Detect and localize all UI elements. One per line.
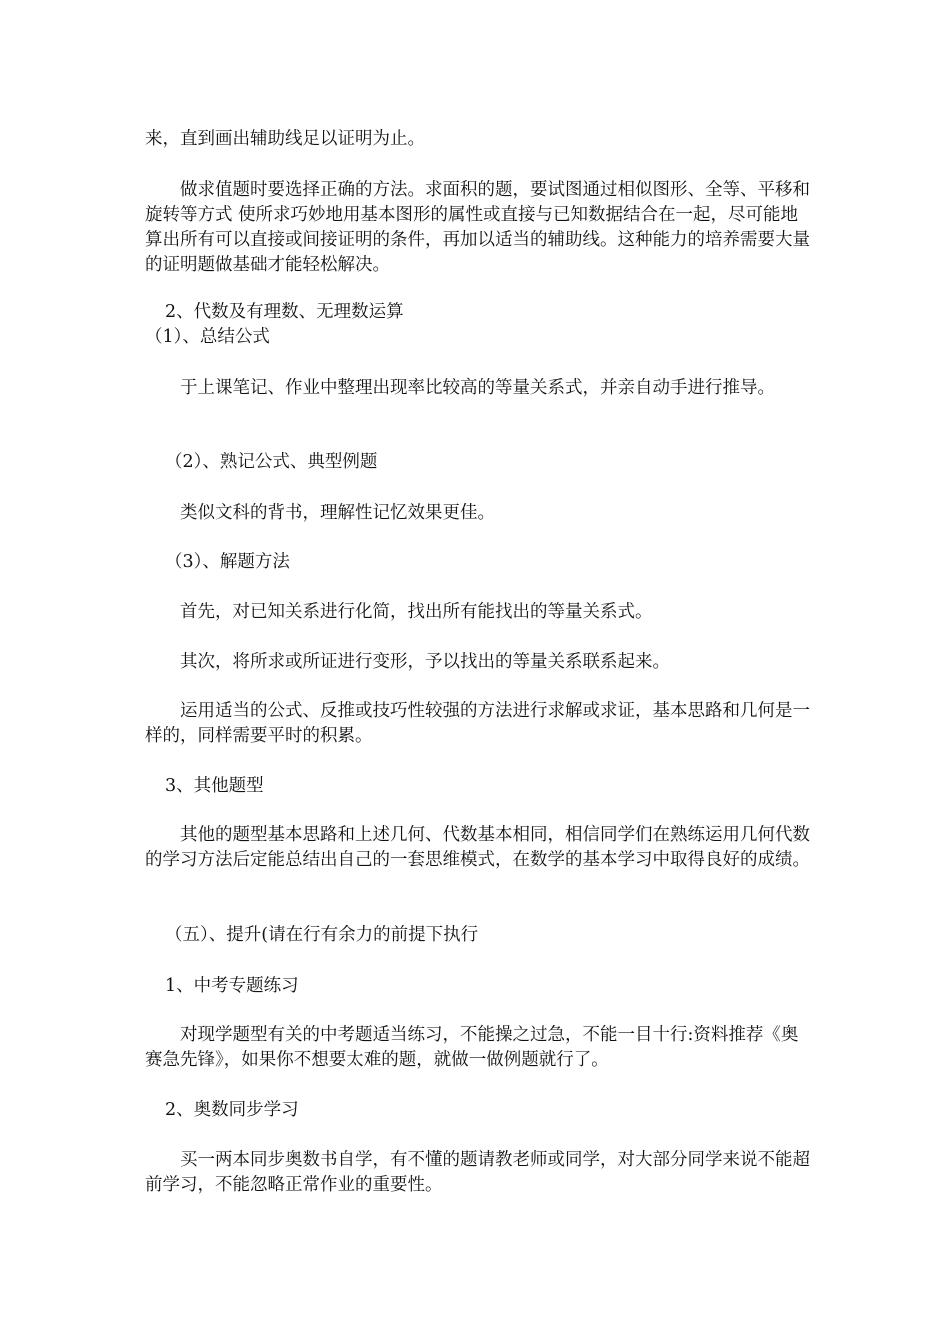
paragraph-second-step: 其次，将所求或所证进行变形，予以找出的等量关系联系起来。 — [180, 652, 670, 672]
heading-other-types: 3、其他题型 — [165, 776, 264, 796]
heading-algebra: 2、代数及有理数、无理数运算 — [165, 302, 404, 322]
heading-improvement: （五）、提升(请在行有余力的前提下执行 — [165, 925, 479, 945]
paragraph-exam-practice: 对现学题型有关的中考题适当练习，不能操之过急，不能一目十行:资料推荐《奥赛急先锋》，如果你不想要太难的题，就做一做例题就行了。 — [145, 1025, 799, 1070]
paragraph-other-types: 其他的题型基本思路和上述几何、代数基本相同，相信同学们在熟练运用几何代数的学习方法后定能总结出自己的一套思维模式，在数学的基本学习中取得良好的成绩。 — [145, 825, 810, 870]
paragraph-value-problems: 做求值题时要选择正确的方法。求面积的题，要试图通过相似图形、全等、平移和旋转等方式 使所求巧妙地用基本图形的属性或直接与已知数据结合在一起，尽可能地算出所有可以直接或间接证明的条件，再加以适当的辅助线。这种能力的培养需要大量的证明题做基础才能轻松解决。 — [145, 180, 810, 275]
heading-memorize-formulas: （2）、熟记公式、典型例题 — [165, 452, 378, 472]
heading-solving-method: （3）、解题方法 — [165, 552, 290, 572]
paragraph-summarize-formulas: 于上课笔记、作业中整理出现率比较高的等量关系式，并亲自动手进行推导。 — [180, 378, 775, 398]
paragraph-first-step: 首先，对已知关系进行化简，找出所有能找出的等量关系式。 — [180, 602, 653, 622]
paragraph-continuation: 来，直到画出辅助线足以证明为止。 — [145, 129, 425, 149]
paragraph-memorize-formulas: 类似文科的背书，理解性记忆效果更佳。 — [180, 503, 495, 523]
heading-olympiad-study: 2、奥数同步学习 — [165, 1100, 299, 1120]
heading-summarize-formulas: （1）、总结公式 — [145, 327, 270, 347]
heading-exam-practice: 1、中考专题练习 — [165, 976, 299, 996]
paragraph-apply-formulas: 运用适当的公式、反推或技巧性较强的方法进行求解或求证，基本思路和几何是一样的，同样需要平时的积累。 — [145, 701, 810, 746]
paragraph-olympiad-study: 买一两本同步奥数书自学，有不懂的题请教老师或同学，对大部分同学来说不能超前学习，不能忽略正常作业的重要性。 — [145, 1150, 810, 1195]
